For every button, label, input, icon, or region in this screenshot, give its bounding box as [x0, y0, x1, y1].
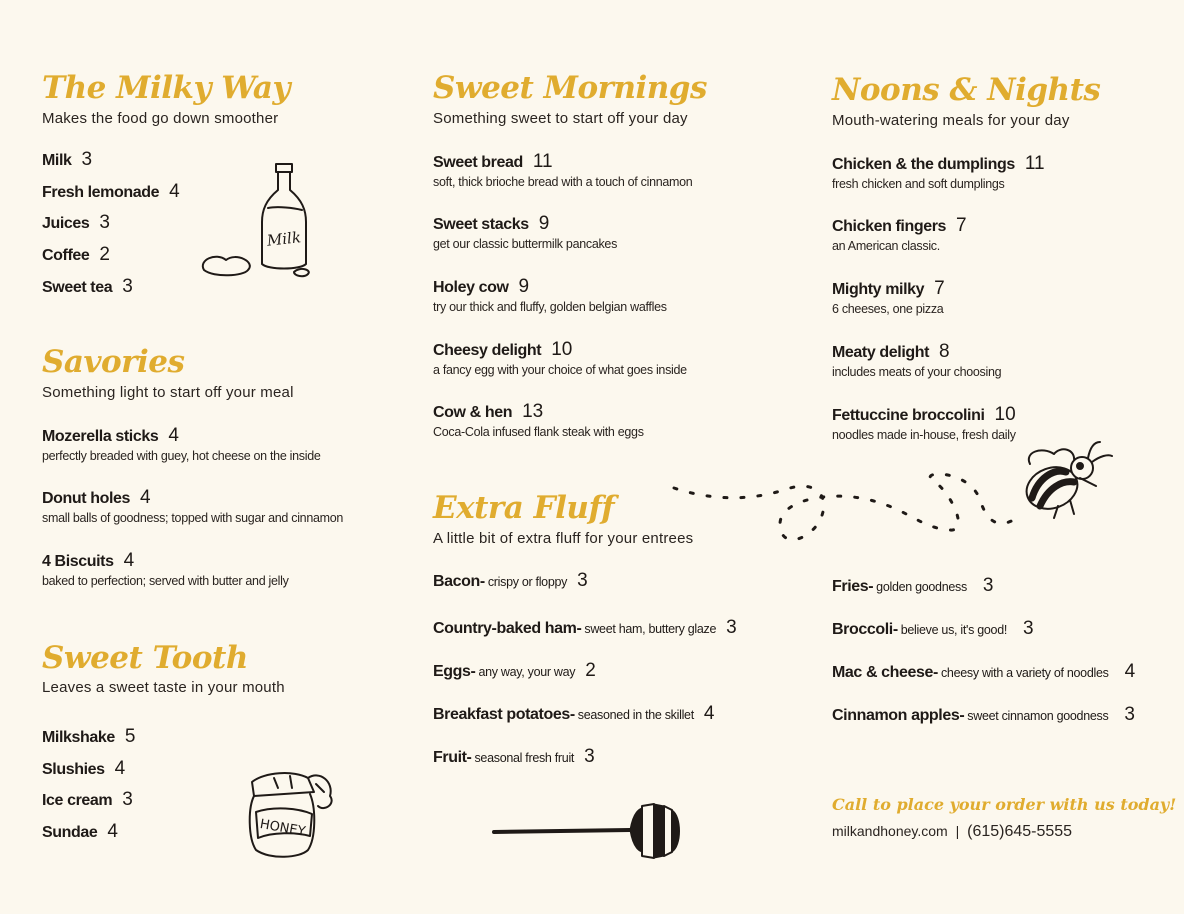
milk-label: Milk	[266, 228, 302, 250]
noons-nights-subtitle: Mouth-watering meals for your day	[832, 112, 1070, 129]
menu-item: Slushies 4	[42, 758, 126, 779]
sweet-mornings-subtitle: Something sweet to start off your day	[433, 110, 688, 127]
milky-way-subtitle: Makes the food go down smoother	[42, 110, 279, 127]
separator: |	[955, 823, 960, 839]
menu-item: Mozerella sticks 4 perfectly breaded with guey, hot cheese on the inside	[42, 425, 321, 463]
savories-subtitle: Something light to start off your meal	[42, 384, 294, 401]
menu-item: Milk 3	[42, 149, 93, 170]
menu-item: Country-baked ham- sweet ham, buttery glaze 3	[433, 617, 737, 638]
extra-fluff-title: Extra Fluff	[433, 490, 615, 526]
milk-bottle-icon	[196, 160, 316, 285]
sweet-mornings-title: Sweet Mornings	[433, 70, 707, 106]
contact-line	[832, 823, 1072, 841]
savories-title: Savories	[42, 344, 185, 380]
honey-label: HONEY	[258, 816, 307, 840]
menu-item: Cheesy delight 10 a fancy egg with your choice of what goes inside	[433, 339, 687, 377]
menu-item: Chicken fingers 7 an American classic.	[832, 215, 967, 253]
sweet-tooth-subtitle: Leaves a sweet taste in your mouth	[42, 679, 285, 696]
menu-item: Sweet tea 3	[42, 276, 133, 297]
menu-item: Meaty delight 8 includes meats of your choosing	[832, 341, 1002, 379]
milky-way-title: The Milky Way	[42, 70, 290, 106]
menu-item: Mighty milky 7 6 cheeses, one pizza	[832, 278, 945, 316]
menu-item: Cow & hen 13 Coca-Cola infused flank steak with eggs	[433, 401, 644, 439]
menu-item: Sweet stacks 9 get our classic buttermilk pancakes	[433, 213, 618, 251]
bee-icon	[1018, 438, 1118, 524]
menu-item: Donut holes 4 small balls of goodness; topped with sugar and cinnamon	[42, 487, 344, 525]
noons-nights-title: Noons & Nights	[832, 72, 1101, 108]
menu-item: Fries- golden goodness 3	[832, 575, 994, 596]
menu-item: Coffee 2	[42, 244, 110, 265]
menu-item: Chicken & the dumplings 11 fresh chicken and soft dumplings	[832, 153, 1045, 191]
menu-item: Fresh lemonade 4	[42, 181, 180, 202]
menu-item: Sundae 4	[42, 821, 118, 842]
menu-item: Fruit- seasonal fresh fruit 3	[433, 746, 595, 767]
menu-item: Juices 3	[42, 212, 110, 233]
order-call-to-action: Call to place your order with us today!	[832, 795, 1177, 814]
website-link[interactable]: milkandhoney.com	[832, 823, 948, 839]
menu-item: Milkshake 5	[42, 726, 136, 747]
menu-item: Fettuccine broccolini 10 noodles made in-house, fresh daily	[832, 404, 1016, 442]
menu-item: 4 Biscuits 4 baked to perfection; served with butter and jelly	[42, 550, 289, 588]
menu-item: Holey cow 9 try our thick and fluffy, golden belgian waffles	[433, 276, 667, 314]
menu-item: Sweet bread 11 soft, thick brioche bread with a touch of cinnamon	[433, 151, 693, 189]
honey-jar-icon	[244, 768, 340, 860]
menu-item: Breakfast potatoes- seasoned in the skillet 4	[433, 703, 715, 724]
menu-item: Cinnamon apples- sweet cinnamon goodness 3	[832, 704, 1135, 725]
menu-item: Eggs- any way, your way 2	[433, 660, 596, 681]
menu-item: Ice cream 3	[42, 789, 133, 810]
extra-fluff-subtitle: A little bit of extra fluff for your entrees	[433, 530, 694, 547]
sweet-tooth-title: Sweet Tooth	[42, 640, 248, 676]
menu-item: Bacon- crispy or floppy 3	[433, 570, 588, 591]
menu-item: Broccoli- believe us, it's good! 3	[832, 618, 1034, 639]
menu-item: Mac & cheese- cheesy with a variety of noodles 4	[832, 661, 1136, 682]
phone-number[interactable]: (615)645-5555	[967, 823, 1073, 840]
honey-dipper-icon	[492, 800, 688, 862]
